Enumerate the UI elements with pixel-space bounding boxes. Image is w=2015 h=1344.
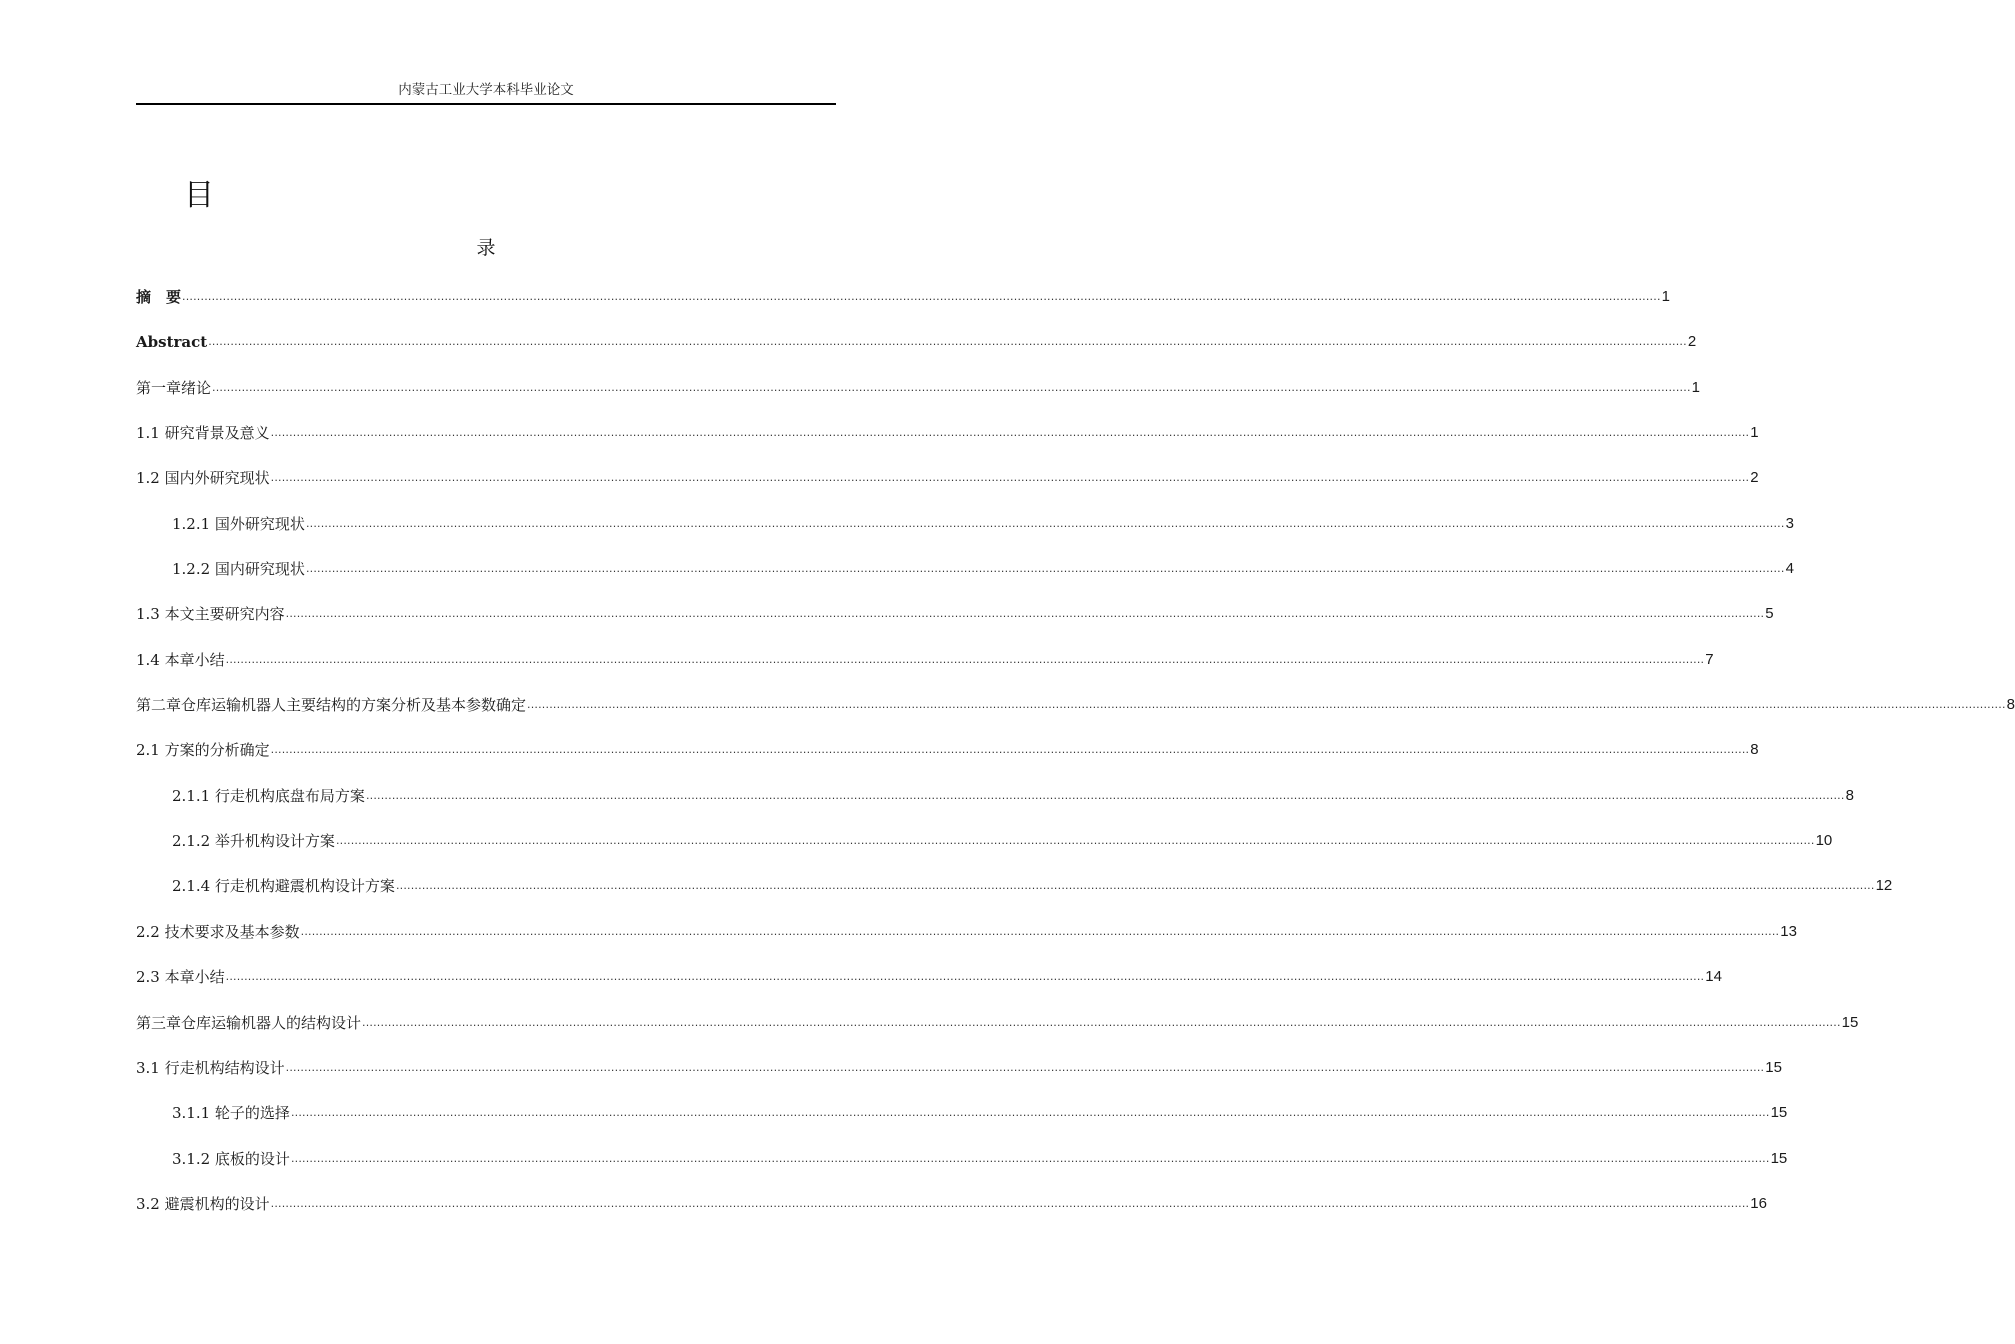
toc-entry-label: 2.2 技术要求及基本参数 <box>136 922 300 941</box>
toc-entry-label: 2.1 方案的分析确定 <box>136 741 270 760</box>
toc-title-first-char: 目 <box>184 178 214 213</box>
toc-entry-page-number: 8 <box>2006 696 2015 714</box>
toc-entry-label: 1.2.1 国外研究现状 <box>172 514 305 533</box>
toc-entry[interactable] <box>136 649 1714 694</box>
toc-entry-page-number: 8 <box>1845 786 1854 804</box>
toc-entry[interactable] <box>136 1102 1788 1147</box>
toc-entry[interactable] <box>136 875 1893 920</box>
toc-entry-page-number: 2 <box>1750 469 1759 487</box>
toc-dot-leader: ................................................................................................................................................................................................................................................................................................................................................................................................................ <box>527 698 2006 712</box>
toc-entry[interactable] <box>136 739 1759 784</box>
toc-entry-label: 2.1.1 行走机构底盘布局方案 <box>172 786 365 805</box>
page-header: 内蒙古工业大学本科毕业论文 <box>398 82 574 98</box>
toc-dot-leader: ................................................................................................................................................................................................................................................................................................................................................................................................................ <box>270 1196 1750 1210</box>
toc-dot-leader: ................................................................................................................................................................................................................................................................................................................................................................................................................ <box>362 1015 1841 1029</box>
toc-dot-leader: ................................................................................................................................................................................................................................................................................................................................................................................................................ <box>208 335 1687 349</box>
toc-dot-leader: ................................................................................................................................................................................................................................................................................................................................................................................................................ <box>335 834 1815 848</box>
toc-dot-leader: ................................................................................................................................................................................................................................................................................................................................................................................................................ <box>285 607 1765 621</box>
table-of-contents <box>136 286 2015 1238</box>
toc-entry-label: Abstract <box>136 333 208 352</box>
toc-entry-label: 3.1.1 轮子的选择 <box>172 1104 290 1123</box>
toc-entry-page-number: 2 <box>1687 333 1697 351</box>
toc-entry-label: 3.1 行走机构结构设计 <box>136 1058 285 1077</box>
toc-dot-leader: ................................................................................................................................................................................................................................................................................................................................................................................................................ <box>305 562 1785 576</box>
toc-entry[interactable] <box>136 377 1700 422</box>
toc-entry-page-number: 10 <box>1815 832 1833 850</box>
header-rule <box>136 103 836 105</box>
toc-entry-page-number: 13 <box>1780 922 1797 940</box>
toc-dot-leader: ................................................................................................................................................................................................................................................................................................................................................................................................................ <box>270 426 1750 440</box>
toc-dot-leader: ................................................................................................................................................................................................................................................................................................................................................................................................................ <box>270 743 1750 757</box>
toc-entry[interactable] <box>136 558 1794 603</box>
toc-entry[interactable] <box>136 286 1670 331</box>
toc-entry-page-number: 16 <box>1750 1194 1767 1212</box>
toc-entry-page-number: 7 <box>1705 650 1714 668</box>
toc-entry[interactable] <box>136 785 1854 830</box>
toc-entry-label: 3.2 避震机构的设计 <box>136 1194 270 1213</box>
toc-dot-leader: ................................................................................................................................................................................................................................................................................................................................................................................................................ <box>212 380 1691 394</box>
toc-entry-page-number: 14 <box>1705 968 1722 986</box>
toc-entry[interactable] <box>136 422 1759 467</box>
toc-entry-label: 第一章绪论 <box>136 378 212 397</box>
toc-title-second-char: 录 <box>476 237 496 259</box>
toc-dot-leader: ................................................................................................................................................................................................................................................................................................................................................................................................................ <box>365 788 1845 802</box>
toc-dot-leader: ................................................................................................................................................................................................................................................................................................................................................................................................................ <box>225 652 1705 666</box>
toc-entry-label: 1.2 国内外研究现状 <box>136 469 270 488</box>
toc-dot-leader: ................................................................................................................................................................................................................................................................................................................................................................................................................ <box>290 1151 1770 1165</box>
toc-dot-leader: ................................................................................................................................................................................................................................................................................................................................................................................................................ <box>182 290 1661 303</box>
toc-entry-page-number: 15 <box>1765 1058 1782 1076</box>
toc-entry-page-number: 1 <box>1661 288 1670 305</box>
toc-entry[interactable] <box>136 921 1797 966</box>
toc-entry-page-number: 1 <box>1750 424 1759 442</box>
toc-dot-leader: ................................................................................................................................................................................................................................................................................................................................................................................................................ <box>300 924 1780 938</box>
toc-entry-page-number: 15 <box>1770 1104 1788 1122</box>
toc-entry-label: 第三章仓库运输机器人的结构设计 <box>136 1013 362 1032</box>
toc-entry-label: 2.1.2 举升机构设计方案 <box>172 832 335 851</box>
toc-entry[interactable] <box>136 467 1759 512</box>
toc-entry-label: 第二章仓库运输机器人主要结构的方案分析及基本参数确定 <box>136 696 527 715</box>
toc-entry-page-number: 3 <box>1785 514 1794 532</box>
toc-entry-page-number: 15 <box>1841 1013 1859 1031</box>
toc-entry-label: 3.1.2 底板的设计 <box>172 1149 290 1168</box>
toc-entry-label: 2.3 本章小结 <box>136 968 225 987</box>
toc-entry-page-number: 15 <box>1770 1149 1788 1167</box>
toc-dot-leader: ................................................................................................................................................................................................................................................................................................................................................................................................................ <box>395 879 1875 893</box>
toc-dot-leader: ................................................................................................................................................................................................................................................................................................................................................................................................................ <box>270 471 1750 485</box>
toc-entry[interactable] <box>136 603 1774 648</box>
toc-entry[interactable] <box>136 966 1722 1011</box>
toc-dot-leader: ................................................................................................................................................................................................................................................................................................................................................................................................................ <box>225 970 1705 984</box>
toc-entry-label: 摘 要 <box>136 288 182 306</box>
toc-entry[interactable] <box>136 331 1697 376</box>
toc-entry[interactable] <box>136 1012 1859 1057</box>
toc-entry-label: 1.4 本章小结 <box>136 650 225 669</box>
toc-entry-label: 1.3 本文主要研究内容 <box>136 605 285 624</box>
toc-entry[interactable] <box>136 513 1794 558</box>
toc-entry-page-number: 1 <box>1691 378 1700 396</box>
toc-entry[interactable] <box>136 1148 1788 1193</box>
toc-dot-leader: ................................................................................................................................................................................................................................................................................................................................................................................................................ <box>285 1060 1765 1074</box>
toc-entry[interactable] <box>136 694 2015 739</box>
toc-entry[interactable] <box>136 1193 1767 1238</box>
toc-dot-leader: ................................................................................................................................................................................................................................................................................................................................................................................................................ <box>305 516 1785 530</box>
toc-entry[interactable] <box>136 1057 1782 1102</box>
toc-entry-page-number: 8 <box>1750 741 1759 759</box>
toc-dot-leader: ................................................................................................................................................................................................................................................................................................................................................................................................................ <box>290 1106 1770 1120</box>
toc-entry-label: 1.1 研究背景及意义 <box>136 424 270 443</box>
toc-entry-label: 1.2.2 国内研究现状 <box>172 560 305 579</box>
toc-entry[interactable] <box>136 830 1833 875</box>
toc-entry-page-number: 5 <box>1765 605 1774 623</box>
toc-entry-page-number: 4 <box>1785 560 1794 578</box>
toc-entry-page-number: 12 <box>1875 877 1893 895</box>
toc-entry-label: 2.1.4 行走机构避震机构设计方案 <box>172 877 395 896</box>
